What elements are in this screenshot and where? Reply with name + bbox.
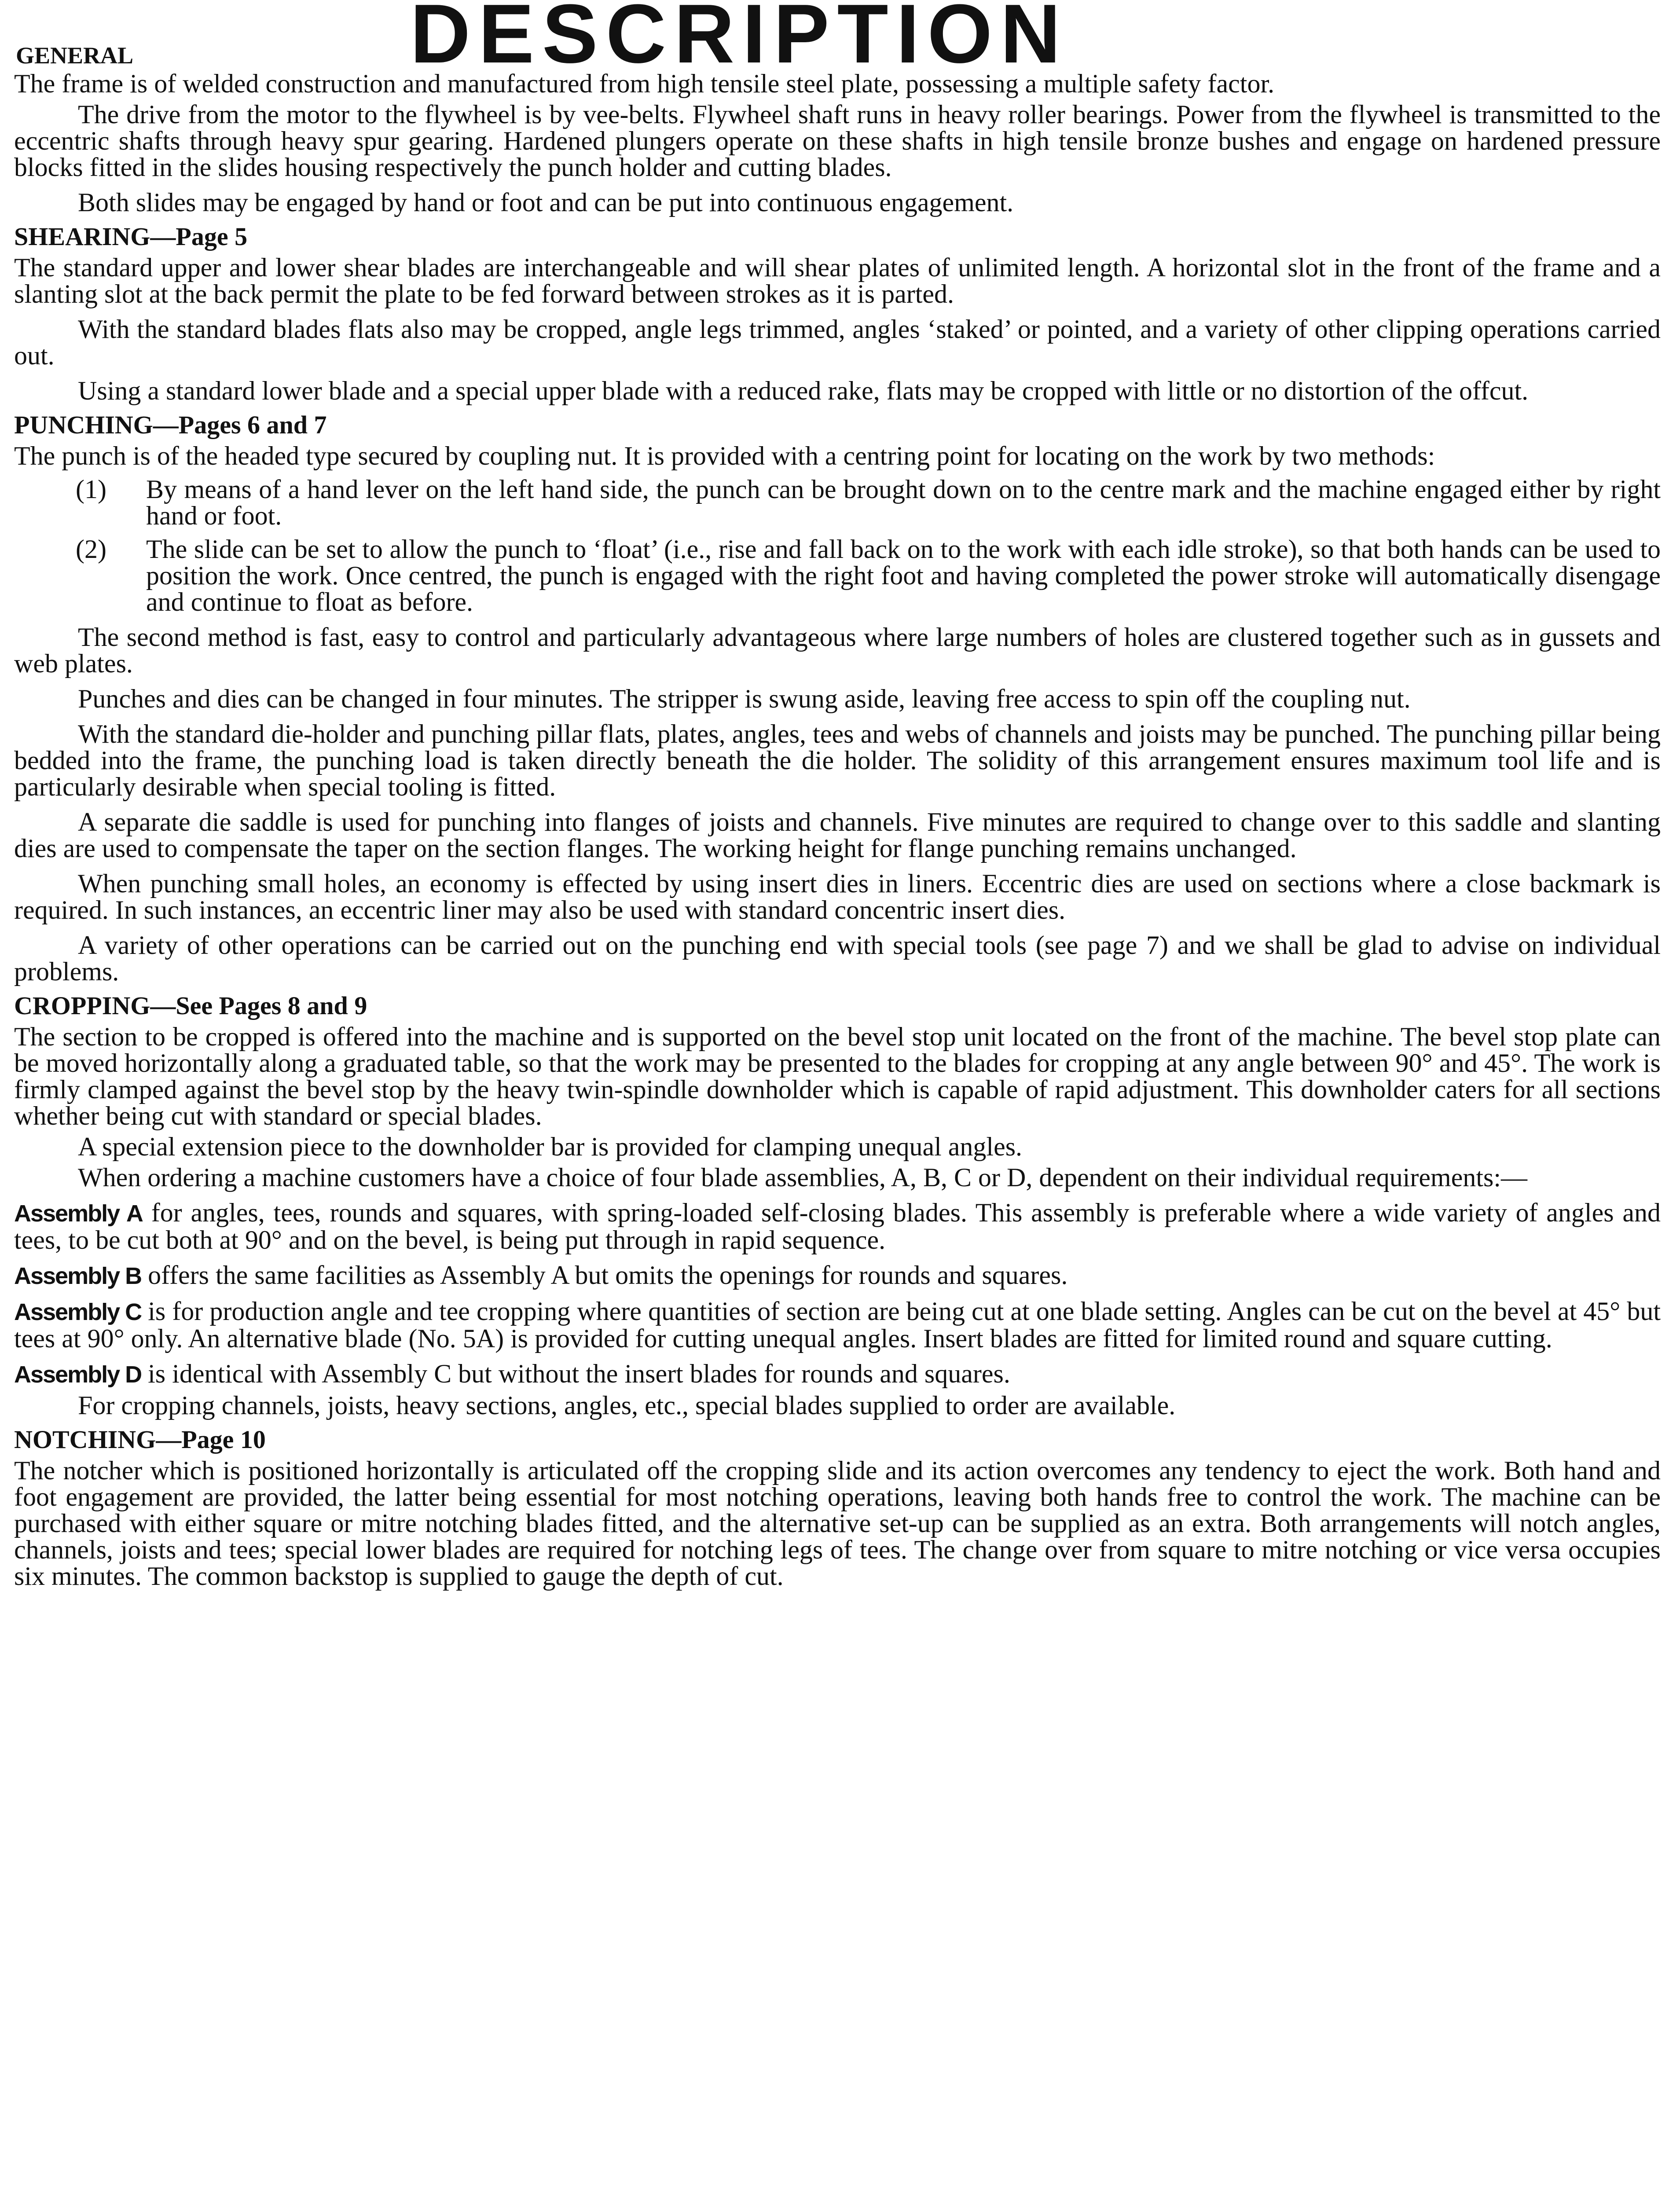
- section-heading-punching: PUNCHING—Pages 6 and 7: [14, 411, 327, 439]
- paragraph: The drive from the motor to the flywheel is by vee-belts. Flywheel shaft runs in heavy roller bearings. Power from the flywheel is transmitted to the eccentric shafts through heavy spur gearing. Hardened plungers operate on these shafts in high tensile bronze bushes and engage on hardened pressure blocks fitted in the slides housing respectively the punch holder and cutting blades.: [14, 100, 1661, 182]
- paragraph: Both slides may be engaged by hand or foot and can be put into continuous engagement.: [78, 188, 1014, 217]
- assembly-text: is for production angle and tee cropping where quantities of section are being cut at one blade setting. Angles can be cut on the bevel at 45° but tees at 90° only. An alternative blade (No. 5A) is provided for cutting unequal angles. Insert blades are fitted for limited round and square cutting.: [14, 1297, 1661, 1353]
- method-number: (1): [76, 475, 106, 504]
- assembly-d: [14, 1360, 1661, 1388]
- method-item: [14, 476, 1661, 529]
- assembly-label: Assembly C: [14, 1299, 142, 1325]
- paragraph: When punching small holes, an economy is effected by using insert dies in liners. Eccentric dies are used on sections where a close backmark is required. In such instances, an eccentric liner may also be used with standard concentric insert dies.: [14, 869, 1661, 924]
- section-heading-shearing: SHEARING—Page 5: [14, 222, 248, 251]
- assembly-a: [14, 1199, 1661, 1253]
- paragraph: Using a standard lower blade and a special upper blade with a reduced rake, flats may be cropped with little or no distortion of the offcut.: [78, 376, 1529, 405]
- paragraph: For cropping channels, joists, heavy sections, angles, etc., special blades supplied to order are available.: [78, 1391, 1176, 1420]
- method-text: The slide can be set to allow the punch to ‘float’ (i.e., rise and fall back on to the work with each idle stroke), so that both hands can be used to position the work. Once centred, the punch is engaged with the right foot and having completed the power stroke will automatically disengage and continue to float as before.: [146, 535, 1661, 616]
- paragraph: The standard upper and lower shear blades are interchangeable and will shear plates of unlimited length. A horizontal slot in the front of the frame and a slanting slot at the back permit the plate to be fed forward between strokes as it is parted.: [14, 253, 1661, 308]
- paragraph: The punch is of the headed type secured by coupling nut. It is provided with a centring point for locating on the work by two methods:: [14, 441, 1435, 470]
- paragraph: The notcher which is positioned horizontally is articulated off the cropping slide and its action overcomes any tendency to eject the work. Both hand and foot engagement are provided, the latter being essential for most notching operations, leaving both hands free to control the work. The machine can be purchased with either square or mitre notching blades fitted, and the alternative set-up can be supplied as an extra. Both arrangements will notch angles, channels, joists and tees; special lower blades are required for notching legs of tees. The change over from square to mitre notching or vice versa occupies six minutes. The common backstop is supplied to gauge the depth of cut.: [14, 1456, 1661, 1591]
- section-heading-cropping: CROPPING—See Pages 8 and 9: [14, 991, 367, 1020]
- assembly-text: is identical with Assembly C but without the insert blades for rounds and squares.: [141, 1359, 1010, 1388]
- section-cropping: [14, 993, 1661, 1419]
- paragraph: A special extension piece to the downholder bar is provided for clamping unequal angles.: [78, 1132, 1023, 1161]
- assembly-label: Assembly B: [14, 1263, 142, 1289]
- paragraph: A separate die saddle is used for punching into flanges of joists and channels. Five minutes are required to change over to this saddle and slanting dies are used to compensate the taper on the section flanges. The working height for flange punching remains unchanged.: [14, 807, 1661, 863]
- section-shearing: [14, 224, 1661, 404]
- paragraph: The frame is of welded construction and manufactured from high tensile steel plate, possessing a multiple safety factor.: [14, 69, 1275, 98]
- assembly-c: [14, 1298, 1661, 1352]
- section-notching: [14, 1426, 1661, 1589]
- paragraph: When ordering a machine customers have a choice of four blade assemblies, A, B, C or D, dependent on their individual requirements:—: [78, 1163, 1528, 1192]
- section-general: [14, 70, 1661, 216]
- paragraph: A variety of other operations can be carried out on the punching end with special tools (see page 7) and we shall be glad to advise on individual problems.: [14, 931, 1661, 986]
- assembly-text: for angles, tees, rounds and squares, with spring-loaded self-closing blades. This assembly is preferable where a wide variety of angles and tees, to be cut both at 90° and on the bevel, is being put through in rapid sequence.: [14, 1198, 1661, 1254]
- assembly-label: Assembly A: [14, 1200, 143, 1227]
- paragraph: The section to be cropped is offered into the machine and is supported on the bevel stop unit located on the front of the machine. The bevel stop plate can be moved horizontally along a graduated table, so that the work may be presented to the blades for cropping at any angle between 90° and 45°. The work is firmly clamped against the bevel stop by the heavy twin-spindle downholder which is capable of rapid adjustment. This downholder caters for all sections whether being cut with standard or special blades.: [14, 1022, 1661, 1130]
- assembly-text: offers the same facilities as Assembly A but omits the openings for rounds and squares.: [141, 1261, 1068, 1290]
- paragraph: Punches and dies can be changed in four minutes. The stripper is swung aside, leaving free access to spin off the coupling nut.: [78, 684, 1411, 713]
- page-header: [14, 0, 1661, 81]
- page-title: DESCRIPTION: [410, 0, 1069, 81]
- assembly-b: [14, 1262, 1661, 1289]
- method-text: By means of a hand lever on the left hand side, the punch can be brought down on to the centre mark and the machine engaged either by right hand or foot.: [146, 475, 1661, 530]
- method-item: [14, 536, 1661, 615]
- paragraph: With the standard blades flats also may be cropped, angle legs trimmed, angles ‘staked’ or pointed, and a variety of other clipping operations carried out.: [14, 315, 1661, 370]
- paragraph: With the standard die-holder and punching pillar flats, plates, angles, tees and webs of channels and joists may be punched. The punching pillar being bedded into the frame, the punching load is taken directly beneath the die holder. The solidity of this arrangement ensures maximum tool life and is particularly desirable when special tooling is fitted.: [14, 719, 1661, 801]
- method-number: (2): [76, 535, 106, 564]
- section-heading-notching: NOTCHING—Page 10: [14, 1425, 266, 1454]
- paragraph: The second method is fast, easy to control and particularly advantageous where large numbers of holes are clustered together such as in gussets and web plates.: [14, 623, 1661, 678]
- section-punching: [14, 412, 1661, 985]
- section-label-general: GENERAL: [16, 42, 134, 69]
- assembly-label: Assembly D: [14, 1361, 142, 1388]
